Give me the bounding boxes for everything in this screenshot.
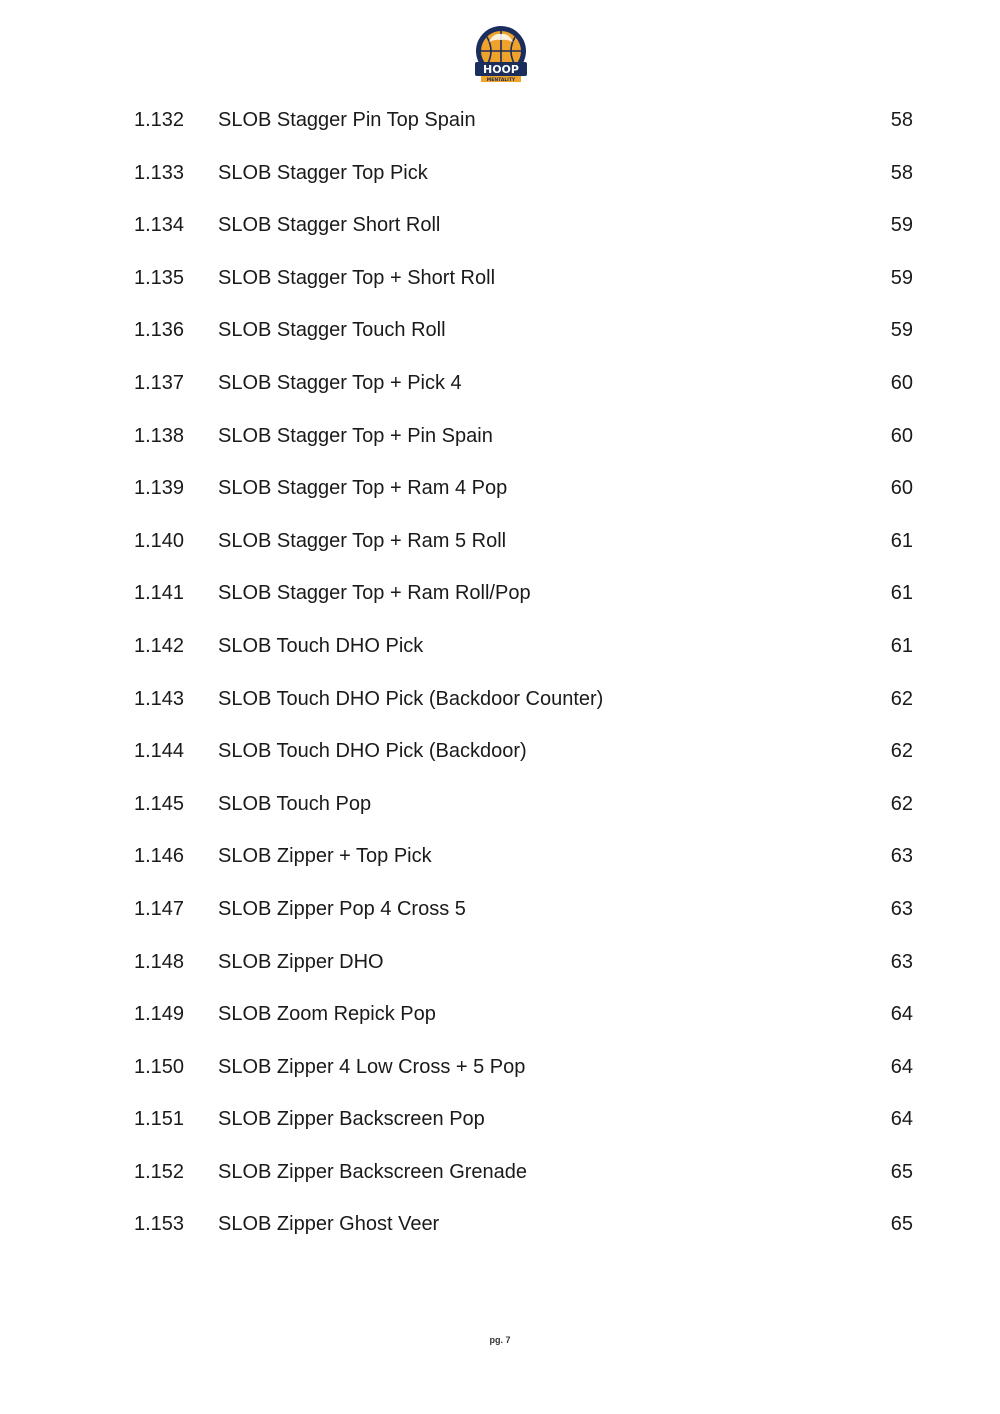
toc-entry-title: SLOB Zipper Ghost Veer	[218, 1213, 440, 1236]
toc-entry[interactable]	[0, 1198, 1000, 1251]
toc-entry[interactable]	[0, 94, 1000, 147]
toc-entry-number: 1.139	[134, 477, 185, 500]
toc-entry-page: 65	[890, 1213, 913, 1236]
toc-entry-title: SLOB Zipper + Top Pick	[218, 845, 432, 868]
toc-entry[interactable]	[0, 147, 1000, 200]
hoop-mentality-logo	[471, 24, 531, 86]
toc-entry-page: 61	[890, 529, 913, 552]
toc-entry-number: 1.142	[134, 634, 185, 657]
toc-entry-page: 62	[890, 687, 913, 710]
toc-entry-title: SLOB Touch DHO Pick	[218, 634, 424, 657]
toc-entry-title: SLOB Touch Pop	[218, 792, 372, 815]
toc-entry-number: 1.138	[134, 424, 185, 447]
toc-entry-number: 1.152	[134, 1160, 185, 1183]
toc-entry-page: 61	[890, 634, 913, 657]
toc-entry-number: 1.150	[134, 1055, 185, 1078]
toc-entry-title: SLOB Zipper Backscreen Grenade	[218, 1160, 528, 1183]
toc-entry-title: SLOB Zipper 4 Low Cross + 5 Pop	[218, 1055, 526, 1078]
toc-entry-number: 1.149	[134, 1003, 185, 1026]
toc-entry-page: 61	[890, 582, 913, 605]
toc-entry[interactable]	[0, 199, 1000, 252]
toc-entry-title: SLOB Stagger Pin Top Spain	[218, 109, 476, 131]
page-number: pg. 7	[489, 1335, 511, 1345]
toc-entry-page: 60	[890, 424, 913, 447]
toc-entry-title: SLOB Touch DHO Pick (Backdoor Counter)	[218, 687, 604, 710]
toc-entry-number: 1.143	[134, 687, 185, 710]
toc-entry-page: 60	[890, 371, 913, 394]
toc-entry-number: 1.136	[134, 319, 185, 342]
toc-entry-title: SLOB Stagger Top + Pin Spain	[218, 424, 493, 447]
toc-entry[interactable]	[0, 252, 1000, 305]
toc-entry-number: 1.145	[134, 792, 185, 815]
toc-entry-number: 1.134	[134, 214, 185, 237]
toc-entry-page: 58	[890, 161, 913, 184]
toc-entry-page: 59	[890, 266, 913, 289]
toc-entry-page: 58	[890, 109, 913, 131]
toc-entry-title: SLOB Stagger Top Pick	[218, 161, 428, 184]
toc-entry[interactable]	[0, 830, 1000, 883]
toc-entry[interactable]	[0, 515, 1000, 568]
toc-entry-page: 63	[890, 897, 913, 920]
toc-entry[interactable]	[0, 410, 1000, 463]
toc-entry-page: 65	[890, 1160, 913, 1183]
toc-entry-page: 64	[890, 1108, 913, 1131]
toc-entry-number: 1.147	[134, 897, 185, 920]
basketball-logo-icon	[471, 24, 531, 86]
toc-entry-title: SLOB Stagger Top + Short Roll	[218, 266, 496, 289]
toc-entry[interactable]	[0, 304, 1000, 357]
toc-entry[interactable]	[0, 357, 1000, 410]
toc-entry-title: SLOB Stagger Top + Ram 4 Pop	[218, 477, 508, 500]
toc-entry-number: 1.137	[134, 371, 185, 394]
toc-entry-title: SLOB Touch DHO Pick (Backdoor)	[218, 740, 527, 763]
toc-entry-title: SLOB Stagger Top + Ram 5 Roll	[218, 529, 507, 552]
toc-entry-number: 1.153	[134, 1213, 185, 1236]
toc-entry[interactable]	[0, 567, 1000, 620]
toc-entry-page: 63	[890, 950, 913, 973]
toc-entry-title: SLOB Stagger Short Roll	[218, 214, 441, 237]
toc-entry-page: 64	[890, 1003, 913, 1026]
toc-entry-number: 1.146	[134, 845, 185, 868]
toc-entry-page: 60	[890, 477, 913, 500]
toc-entry-title: SLOB Stagger Top + Pick 4	[218, 371, 462, 394]
toc-entry-title: SLOB Zipper Backscreen Pop	[218, 1108, 485, 1131]
toc-entry-page: 62	[890, 792, 913, 815]
toc-entry-number: 1.148	[134, 950, 185, 973]
toc-entry[interactable]	[0, 725, 1000, 778]
toc-entry-page: 59	[890, 319, 913, 342]
svg-text:MENTALITY: MENTALITY	[486, 78, 516, 83]
toc-entry-page: 59	[890, 214, 913, 237]
toc-entry[interactable]	[0, 778, 1000, 831]
svg-text:HOOP: HOOP	[483, 63, 519, 76]
toc-entry[interactable]	[0, 936, 1000, 989]
toc-entry-page: 64	[890, 1055, 913, 1078]
toc-entry-page: 63	[890, 845, 913, 868]
toc-entry[interactable]	[0, 620, 1000, 673]
toc-entry[interactable]	[0, 988, 1000, 1041]
toc-entry-number: 1.133	[134, 161, 185, 184]
toc-entry-title: SLOB Zipper DHO	[218, 950, 384, 973]
toc-entry-page: 62	[890, 740, 913, 763]
toc-entry[interactable]	[0, 883, 1000, 936]
toc-entry-number: 1.135	[134, 266, 185, 289]
toc-entry-number: 1.151	[134, 1108, 185, 1131]
toc-entry-number: 1.140	[134, 529, 185, 552]
toc-entry[interactable]	[0, 1093, 1000, 1146]
toc-entry[interactable]	[0, 1041, 1000, 1094]
table-of-contents	[0, 94, 1000, 1251]
toc-entry-number: 1.144	[134, 740, 185, 763]
toc-entry[interactable]	[0, 1146, 1000, 1199]
toc-entry[interactable]	[0, 462, 1000, 515]
toc-entry-title: SLOB Zipper Pop 4 Cross 5	[218, 897, 466, 920]
toc-entry-title: SLOB Stagger Top + Ram Roll/Pop	[218, 582, 531, 605]
toc-entry-number: 1.132	[134, 109, 185, 131]
toc-entry-title: SLOB Stagger Touch Roll	[218, 319, 446, 342]
toc-entry-number: 1.141	[134, 582, 185, 605]
toc-entry-title: SLOB Zoom Repick Pop	[218, 1003, 436, 1026]
toc-entry[interactable]	[0, 673, 1000, 726]
